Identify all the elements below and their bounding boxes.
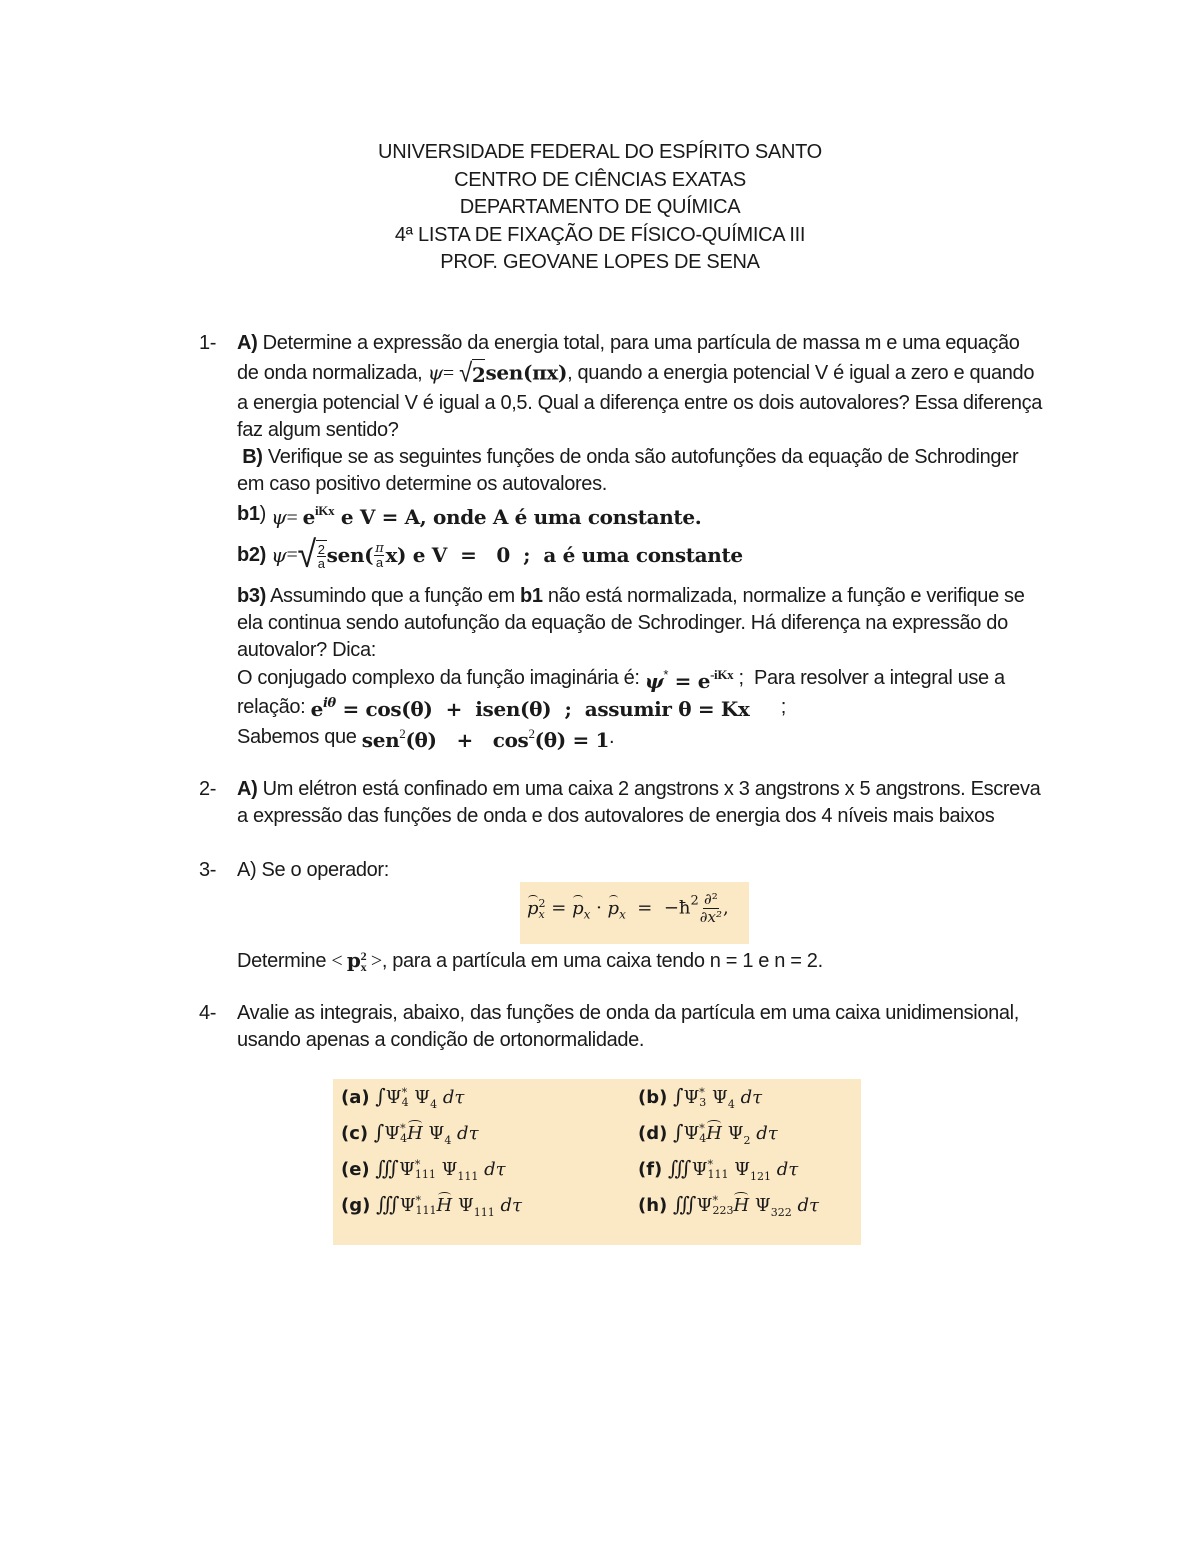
question-number: 2- — [199, 778, 217, 800]
math-x: x) — [385, 542, 407, 567]
text-span: Sabemos que — [237, 725, 357, 748]
question-number: 1- — [199, 332, 217, 354]
math-sen: sen( — [326, 542, 374, 567]
psi-subscript: 4 — [401, 1096, 409, 1109]
psi-symbol: Ψ — [727, 1123, 744, 1144]
trig-identity — [362, 720, 609, 755]
math-e: e — [310, 697, 323, 721]
math-superscript: 2 — [360, 948, 367, 963]
radical-sign: √ — [459, 358, 472, 388]
part-label: A) — [237, 332, 258, 354]
math-subscript: x — [360, 959, 367, 974]
sqrt-expression — [459, 357, 485, 391]
text-span: Verifique se as seguintes funções de onda são autofunções da equação de Schrodinger — [267, 446, 1019, 468]
math-lt: < — [331, 950, 347, 972]
math-superscript: 2 — [690, 893, 699, 909]
integral-label: (b) — [638, 1087, 668, 1108]
math-psi: ψ — [271, 542, 287, 567]
b3-label: b3) — [237, 585, 266, 607]
momentum-operator-equation — [527, 891, 729, 926]
psi-symbol: Ψ — [683, 1123, 700, 1144]
hamiltonian-operator: H — [706, 1123, 722, 1144]
b2-equation-line — [237, 530, 1033, 580]
psi-symbol: Ψ — [399, 1159, 415, 1180]
question-body — [237, 946, 1033, 976]
text-span: autovalor? Dica: — [237, 639, 376, 661]
q3-line-2 — [237, 946, 1033, 976]
math-p-hat: p — [572, 897, 584, 919]
b1-equation-line — [237, 498, 1033, 530]
ref-b1: b1 — [520, 585, 543, 607]
psi-symbol: Ψ — [385, 1087, 402, 1108]
differential: dτ — [776, 1159, 799, 1180]
b3-line-3 — [237, 637, 1033, 664]
conjugate-star: * — [699, 1086, 705, 1099]
integral-sign: ∭ — [673, 1192, 697, 1216]
psi-subscript: 111 — [473, 1206, 495, 1219]
paren: ) — [259, 502, 266, 525]
conjugate-star: * — [712, 1194, 718, 1207]
q1-a-line-3 — [237, 390, 1043, 417]
denominator: a — [375, 554, 383, 570]
math-psi: ψ — [644, 668, 664, 693]
math-equals: = — [286, 506, 298, 529]
math-text: e V = 0 ; a é uma constante — [406, 542, 743, 567]
integral-label: (h) — [638, 1195, 668, 1216]
b2-equation — [271, 534, 743, 576]
q1-a-line-2 — [237, 357, 1033, 390]
denominator: ∂x² — [699, 908, 723, 926]
text-span: Determine — [237, 949, 327, 972]
radical-sign: √ — [297, 534, 316, 576]
b3-line-6 — [237, 722, 1033, 752]
integral-label: (c) — [341, 1123, 369, 1144]
center-name: CENTRO DE CIÊNCIAS EXATAS — [454, 168, 746, 191]
text-span: Assumindo que a função em — [270, 585, 515, 607]
psi-symbol: Ψ — [457, 1195, 474, 1216]
hamiltonian-operator: H — [733, 1195, 750, 1216]
psi-subscript: 223 — [712, 1204, 734, 1217]
math-exponent: iKx — [315, 502, 335, 518]
text-span: A) Se o operador: — [237, 859, 389, 881]
differential: dτ — [756, 1123, 778, 1144]
math-argument: (πx) — [522, 359, 568, 384]
math-exponent: iθ — [322, 696, 336, 711]
math-subscript: x — [619, 907, 626, 922]
math-text: (θ) = 1 — [534, 727, 610, 752]
integral-sign: ∫ — [673, 1120, 684, 1144]
conjugate-star: * — [400, 1122, 406, 1135]
b3-line-1 — [237, 583, 1033, 610]
text-span: , para a partícula em uma caixa tendo n = 1 e n = 2. — [381, 949, 823, 972]
math-p-hat: p — [607, 897, 620, 919]
integral-sign: ∫ — [375, 1084, 386, 1108]
math-sen: sen — [485, 359, 523, 384]
b1-equation — [271, 497, 701, 532]
department-name: DEPARTAMENTO DE QUÍMICA — [459, 196, 741, 218]
integral-label: (f) — [638, 1159, 663, 1180]
part-label: A) — [237, 778, 258, 800]
psi-symbol: Ψ — [691, 1159, 708, 1180]
math-p-hat: p — [527, 897, 539, 919]
conjugate-star: * — [699, 1122, 705, 1135]
math-exponent: -iKx — [710, 666, 734, 682]
differential: dτ — [442, 1087, 465, 1108]
math-text: = −ħ — [625, 897, 691, 919]
text-span: , quando a energia potencial V é igual a zero e quando — [567, 362, 1035, 384]
integral-sign: ∭ — [376, 1192, 400, 1216]
integral-item — [341, 1192, 522, 1219]
integral-sign: ∫ — [673, 1084, 684, 1108]
professor-name: PROF. GEOVANE LOPES DE SENA — [440, 251, 760, 273]
psi-subscript: 4 — [444, 1134, 452, 1147]
integral-item — [341, 1156, 506, 1183]
psi-subscript: 3 — [699, 1096, 707, 1109]
radicand — [316, 540, 327, 570]
math-text: = e — [668, 668, 711, 693]
psi-subscript: 121 — [750, 1170, 772, 1183]
question-number: 3- — [199, 859, 217, 881]
math-equals: = — [286, 543, 298, 566]
hamiltonian-operator: H — [407, 1123, 423, 1144]
denominator: a — [317, 556, 325, 571]
math-text: (θ) + cos — [405, 727, 529, 752]
psi-symbol: Ψ — [712, 1087, 728, 1108]
integral-label: (e) — [341, 1159, 370, 1180]
list-title: 4ª LISTA DE FIXAÇÃO DE FÍSICO-QUÍMICA III — [394, 223, 806, 246]
math-exponent: 2 — [399, 725, 406, 741]
integral-item — [638, 1120, 778, 1147]
math-equals: = — [442, 361, 454, 384]
psi-symbol: Ψ — [428, 1123, 445, 1144]
integral-sign: ∫ — [373, 1120, 385, 1144]
text-span: usando apenas a condição de ortonormalidade. — [237, 1029, 645, 1051]
math-exponent: 2 — [528, 725, 535, 741]
math-equals: = — [545, 897, 573, 919]
question-body — [237, 857, 1033, 884]
integral-item — [638, 1192, 819, 1219]
conjugate-star: * — [401, 1086, 408, 1099]
psi-symbol: Ψ — [414, 1087, 431, 1108]
q3-line-1 — [237, 857, 1033, 884]
text-span: não está normalizada, normalize a função e verifique se — [547, 585, 1025, 607]
psi-symbol: Ψ — [441, 1159, 458, 1180]
text-span: . — [609, 725, 615, 748]
integral-item — [341, 1120, 479, 1147]
question-body — [237, 1000, 1033, 1054]
text-span: Avalie as integrais, abaixo, das funções de onda da partícula em uma caixa unidimensional, — [237, 1002, 1019, 1024]
text-span: a energia potencial V é igual a 0,5. Qual a diferença entre os dois autovalores? Essa diferença — [237, 392, 1043, 414]
math-dot: · — [590, 897, 608, 919]
text-span: a expressão das funções de onda e dos autovalores de energia dos 4 níveis mais baixos — [237, 805, 995, 827]
conjugate-star: * — [414, 1158, 421, 1171]
text-span: Um elétron está confinado em uma caixa 2 angstrons x 3 angstrons x 5 angstrons. Escreva — [262, 778, 1041, 800]
text-span: ; — [749, 695, 786, 718]
sqrt-fraction — [297, 534, 326, 576]
integral-sign: ∭ — [668, 1156, 692, 1180]
math-text: = cos(θ) + isen(θ) ; assumir θ = Kx — [335, 697, 750, 721]
math-gt: > — [366, 950, 382, 972]
expectation-value — [331, 947, 381, 975]
math-text: e V = A, onde A é uma constante. — [334, 504, 702, 529]
question-number: 4- — [199, 1002, 217, 1024]
q2-line-2 — [237, 803, 1033, 830]
differential: dτ — [500, 1195, 522, 1216]
math-comma: , — [723, 897, 729, 919]
psi-subscript: 2 — [743, 1134, 751, 1147]
second-derivative-fraction — [700, 891, 722, 926]
integral-label: (g) — [341, 1195, 371, 1216]
psi-subscript: 111 — [415, 1204, 437, 1217]
psi-symbol: Ψ — [399, 1195, 416, 1216]
math-star: * — [663, 666, 669, 682]
text-span: ; Para resolver a integral use a — [733, 666, 1005, 689]
numerator: ∂² — [704, 890, 718, 908]
hamiltonian-operator: H — [436, 1195, 453, 1216]
b1-label: b1 — [237, 502, 260, 525]
math-superscript: 2 — [538, 896, 546, 910]
math-sen: sen — [361, 727, 400, 752]
document-header — [0, 139, 1200, 277]
q1-b-line-2 — [237, 471, 1033, 498]
math-psi: ψ — [427, 359, 443, 384]
text-span: O conjugado complexo da função imaginária é: — [237, 666, 640, 689]
q1-a-line-4 — [237, 417, 1033, 444]
math-p: p — [346, 948, 361, 972]
psi-symbol: Ψ — [696, 1195, 713, 1216]
psi-subscript: 4 — [727, 1098, 735, 1111]
integral-sign: ∭ — [375, 1156, 400, 1180]
integral-label: (d) — [638, 1123, 668, 1144]
question-body — [237, 330, 1043, 752]
text-span: ela continua sendo autofunção da equação de Schrodinger. Há diferença na expressão do — [237, 612, 1008, 634]
psi-subscript: 4 — [699, 1132, 707, 1145]
conjugate-star: * — [707, 1158, 713, 1171]
text-span: Determine a expressão da energia total, para uma partícula de massa m e uma equação — [262, 332, 1020, 354]
b3-line-2 — [237, 610, 1033, 637]
psi-symbol: Ψ — [384, 1123, 401, 1144]
psi-subscript: 111 — [414, 1168, 436, 1181]
conjugate-star: * — [415, 1194, 422, 1207]
math-psi: ψ — [271, 504, 287, 529]
psi-symbol: Ψ — [734, 1159, 751, 1180]
q2-line-1 — [237, 776, 1041, 803]
differential: dτ — [740, 1087, 763, 1108]
psi-subscript: 111 — [457, 1170, 479, 1183]
q4-line-2 — [237, 1027, 1033, 1054]
q4-line-1 — [237, 1000, 1033, 1027]
psi-subscript: 4 — [400, 1132, 408, 1145]
numerator: π — [375, 540, 384, 556]
math-e: e — [302, 504, 316, 529]
fraction — [317, 543, 326, 570]
q1-a-line-1 — [237, 330, 1033, 357]
differential: dτ — [457, 1123, 479, 1144]
university-name: UNIVERSIDADE FEDERAL DO ESPÍRITO SANTO — [378, 141, 822, 163]
text-span: em caso positivo determine os autovalores. — [237, 473, 607, 495]
fraction — [374, 542, 384, 569]
question-body — [237, 776, 1041, 830]
psi-symbol: Ψ — [683, 1087, 700, 1108]
q1-b-line-1 — [237, 444, 1033, 471]
psi-symbol: Ψ — [754, 1195, 771, 1216]
wavefunction-equation — [428, 357, 567, 391]
psi-subscript: 111 — [707, 1168, 729, 1181]
integral-item — [341, 1084, 464, 1111]
integral-label: (a) — [341, 1087, 370, 1108]
part-label: B) — [242, 446, 263, 468]
text-span: faz algum sentido? — [237, 419, 399, 441]
math-subscript: x — [583, 907, 591, 922]
integral-item — [638, 1084, 762, 1111]
differential: dτ — [484, 1159, 506, 1180]
psi-subscript: 322 — [770, 1206, 792, 1219]
math-subscript: x — [538, 907, 545, 921]
text-span: de onda normalizada, — [237, 362, 423, 384]
numerator: 2 — [317, 542, 325, 557]
psi-subscript: 4 — [430, 1098, 438, 1111]
radicand: 2 — [472, 359, 486, 389]
b3-line-5 — [237, 692, 1033, 722]
text-span: relação: — [237, 695, 306, 718]
differential: dτ — [797, 1195, 819, 1216]
integral-item — [638, 1156, 798, 1183]
b2-label: b2) — [237, 543, 266, 566]
b3-line-4 — [237, 664, 1033, 692]
